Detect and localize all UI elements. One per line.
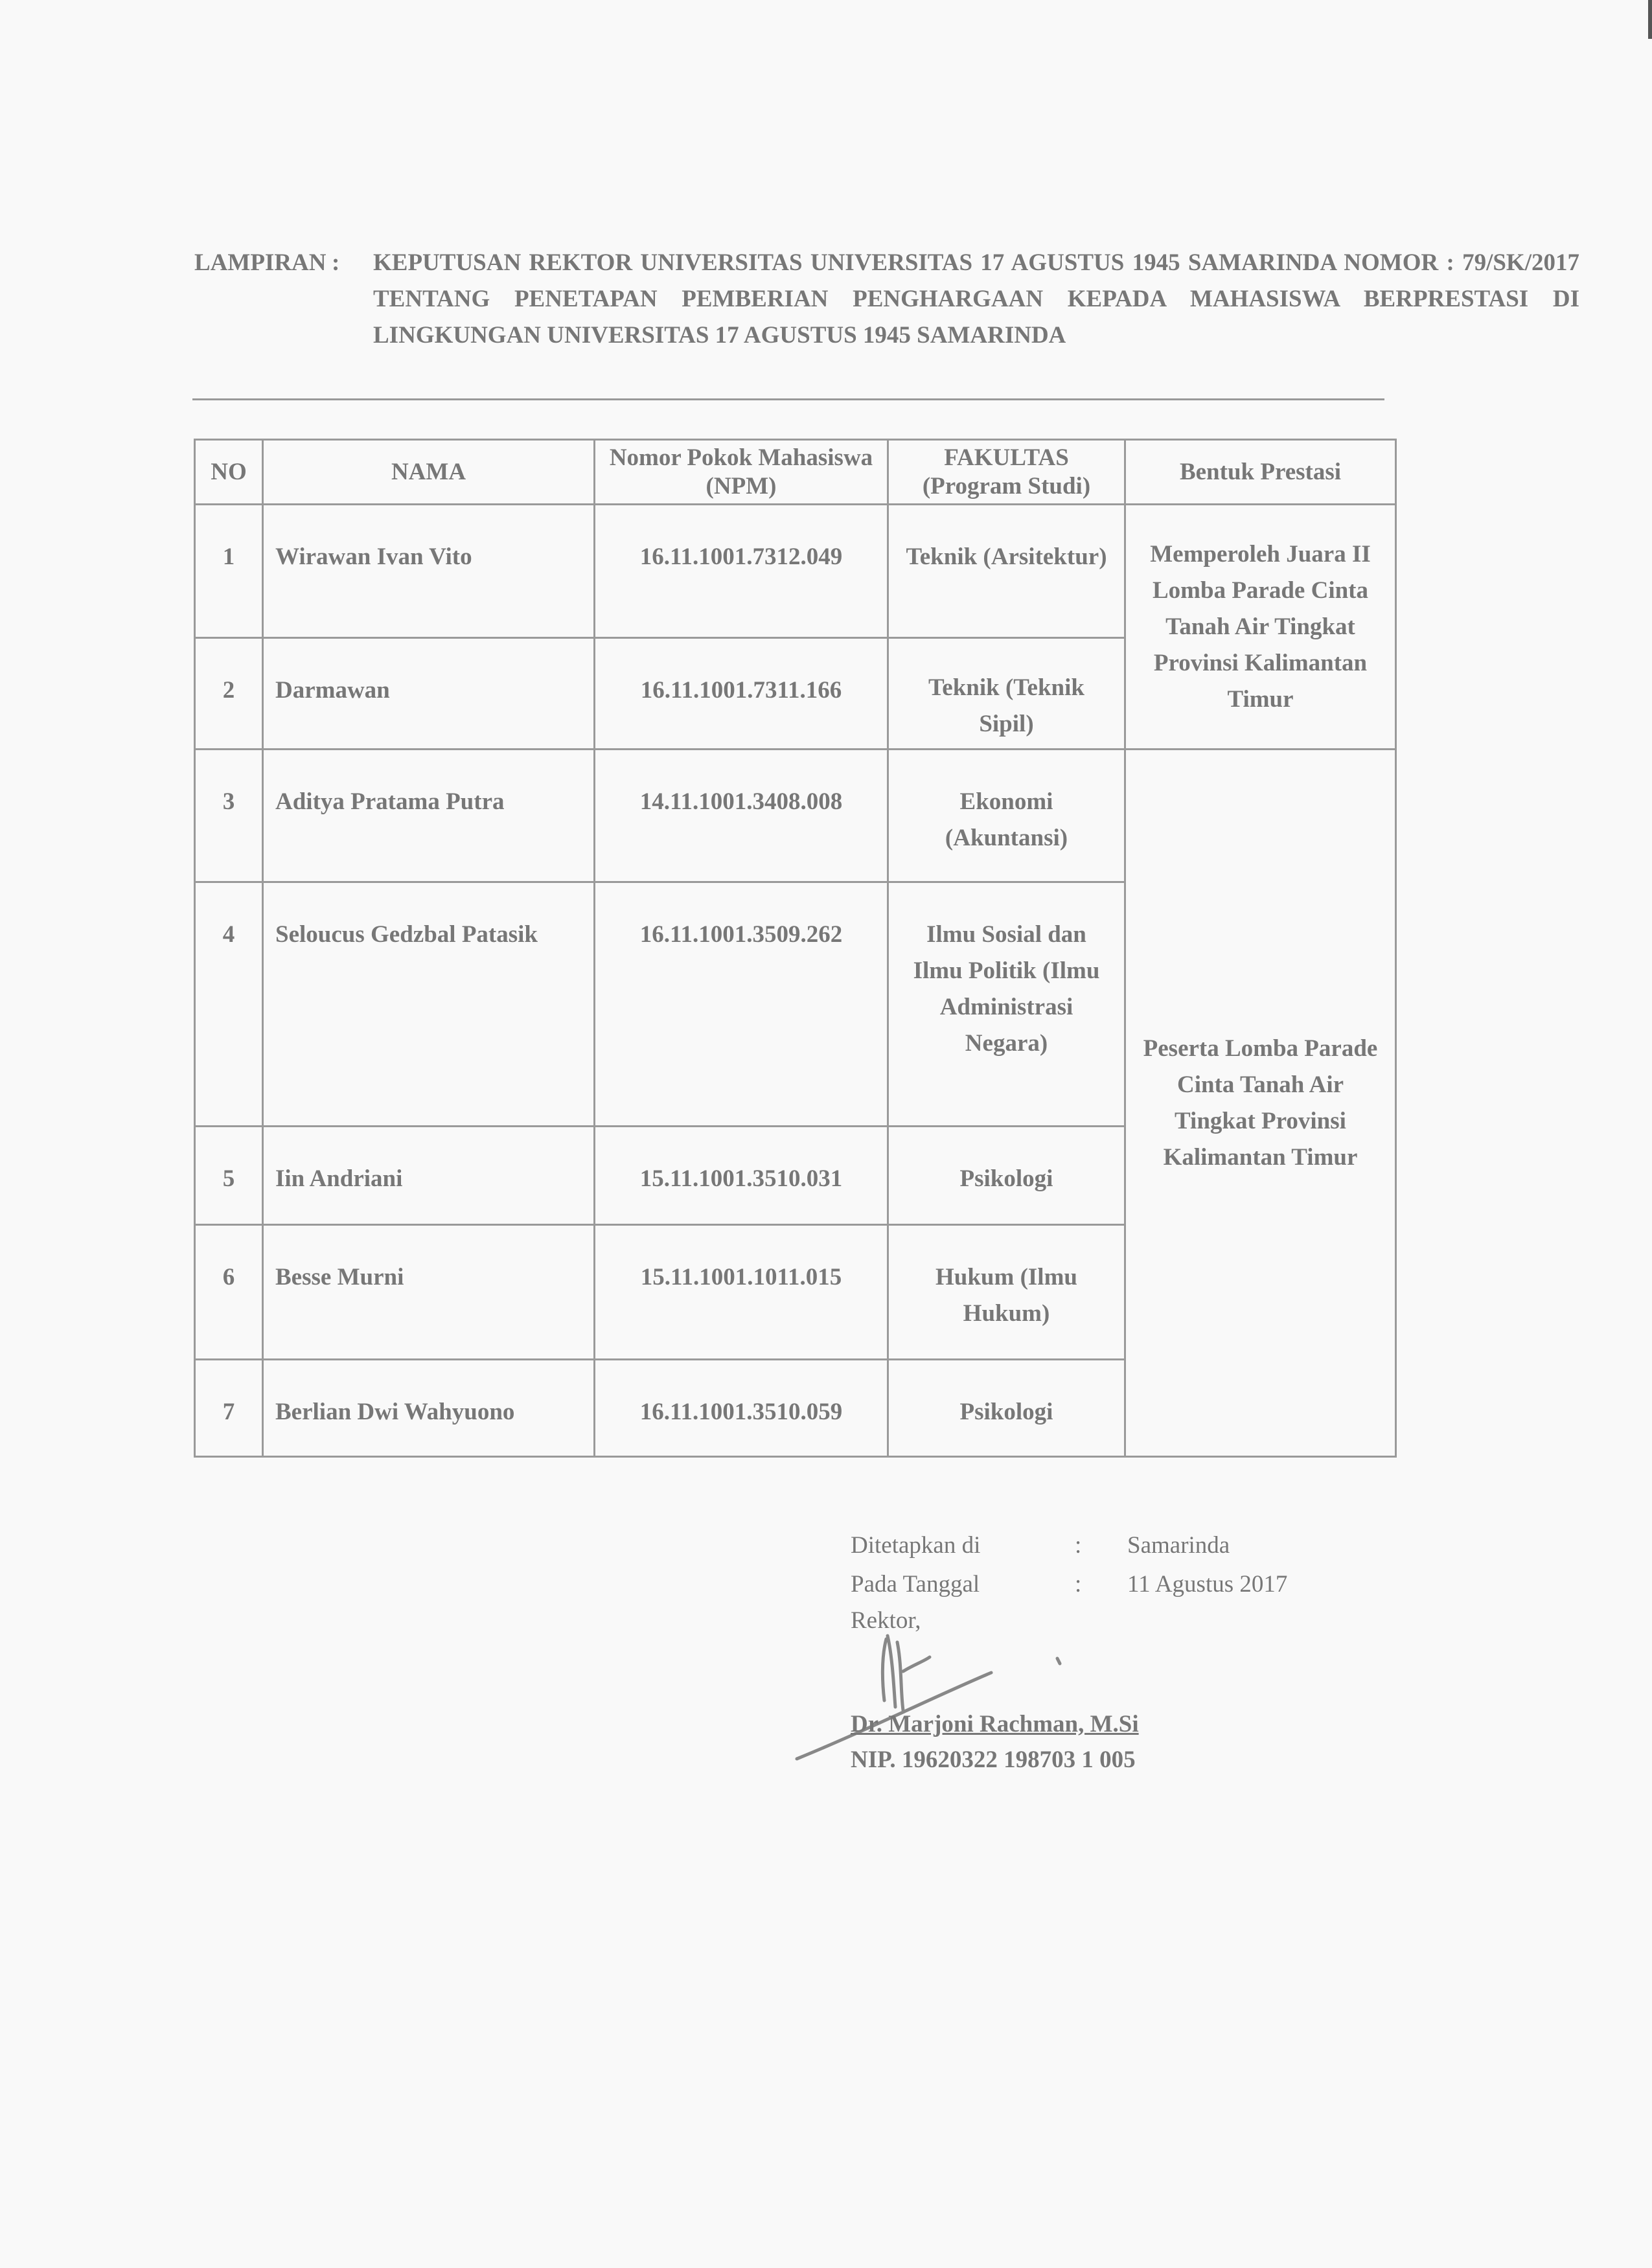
colon: : (1075, 1532, 1082, 1559)
scan-edge (1648, 0, 1652, 39)
row-fakultas: Ilmu Sosial dan Ilmu Politik (Ilmu Administrasi Negara) (888, 882, 1125, 1127)
row-npm: 15.11.1001.3510.031 (595, 1127, 888, 1225)
col-prestasi: Bentuk Prestasi (1125, 440, 1396, 505)
row-no: 5 (195, 1127, 263, 1225)
row-nama: Wirawan Ivan Vito (263, 505, 595, 638)
place-label: Ditetapkan di (851, 1532, 981, 1559)
lampiran-label: LAMPIRAN (194, 249, 327, 276)
signer-nip: NIP. 19620322 198703 1 005 (851, 1747, 1136, 1773)
row-npm: 16.11.1001.7311.166 (595, 638, 888, 750)
row-no: 4 (195, 882, 263, 1127)
signer-role: Rektor, (851, 1607, 921, 1634)
table-row (195, 505, 1396, 638)
student-table (194, 439, 1397, 1458)
signer-name: Dr. Marjoni Rachman, M.Si (851, 1711, 1139, 1737)
decree-title: KEPUTUSAN REKTOR UNIVERSITAS UNIVERSITAS 17 AGUSTUS 1945 SAMARINDA NOMOR : 79/SK/2017 TENTANG PENETAPAN PEMBERIAN PENGHARGAAN KEPADA MAHASISWA BERPRESTASI DI LINGKUNGAN UNIVERSITAS 17 AGUSTUS 1945 SAMARINDA (373, 249, 1579, 349)
header-colon: : (332, 249, 340, 276)
row-npm: 16.11.1001.3509.262 (595, 882, 888, 1127)
row-fakultas: Ekonomi (Akuntansi) (888, 750, 1125, 882)
row-no: 3 (195, 750, 263, 882)
row-fakultas: Psikologi (888, 1127, 1125, 1225)
row-npm: 15.11.1001.1011.015 (595, 1225, 888, 1360)
row-nama: Seloucus Gedzbal Patasik (263, 882, 595, 1127)
row-no: 6 (195, 1225, 263, 1360)
col-npm: Nomor Pokok Mahasiswa (NPM) (595, 440, 888, 505)
col-no: NO (195, 440, 263, 505)
header-divider (192, 398, 1384, 400)
row-nama: Iin Andriani (263, 1127, 595, 1225)
col-nama: NAMA (263, 440, 595, 505)
row-nama: Darmawan (263, 638, 595, 750)
table-header-row (195, 440, 1396, 505)
row-prestasi: Peserta Lomba Parade Cinta Tanah Air Tingkat Provinsi Kalimantan Timur (1125, 750, 1396, 1457)
row-npm: 16.11.1001.3510.059 (595, 1360, 888, 1457)
row-nama: Berlian Dwi Wahyuono (263, 1360, 595, 1457)
row-fakultas: Psikologi (888, 1360, 1125, 1457)
row-no: 7 (195, 1360, 263, 1457)
row-npm: 16.11.1001.7312.049 (595, 505, 888, 638)
col-fakultas: FAKULTAS (Program Studi) (888, 440, 1125, 505)
row-fakultas: Teknik (Arsitektur) (888, 505, 1125, 638)
row-no: 2 (195, 638, 263, 750)
row-fakultas: Teknik (Teknik Sipil) (888, 638, 1125, 750)
colon: : (1075, 1571, 1082, 1598)
row-nama: Besse Murni (263, 1225, 595, 1360)
row-nama: Aditya Pratama Putra (263, 750, 595, 882)
table-row (195, 750, 1396, 882)
date-label: Pada Tanggal (851, 1571, 980, 1598)
place-value: Samarinda (1127, 1532, 1230, 1559)
date-value: 11 Agustus 2017 (1127, 1571, 1288, 1598)
row-fakultas: Hukum (Ilmu Hukum) (888, 1225, 1125, 1360)
row-npm: 14.11.1001.3408.008 (595, 750, 888, 882)
row-prestasi: Memperoleh Juara II Lomba Parade Cinta Tanah Air Tingkat Provinsi Kalimantan Timur (1125, 505, 1396, 750)
row-no: 1 (195, 505, 263, 638)
